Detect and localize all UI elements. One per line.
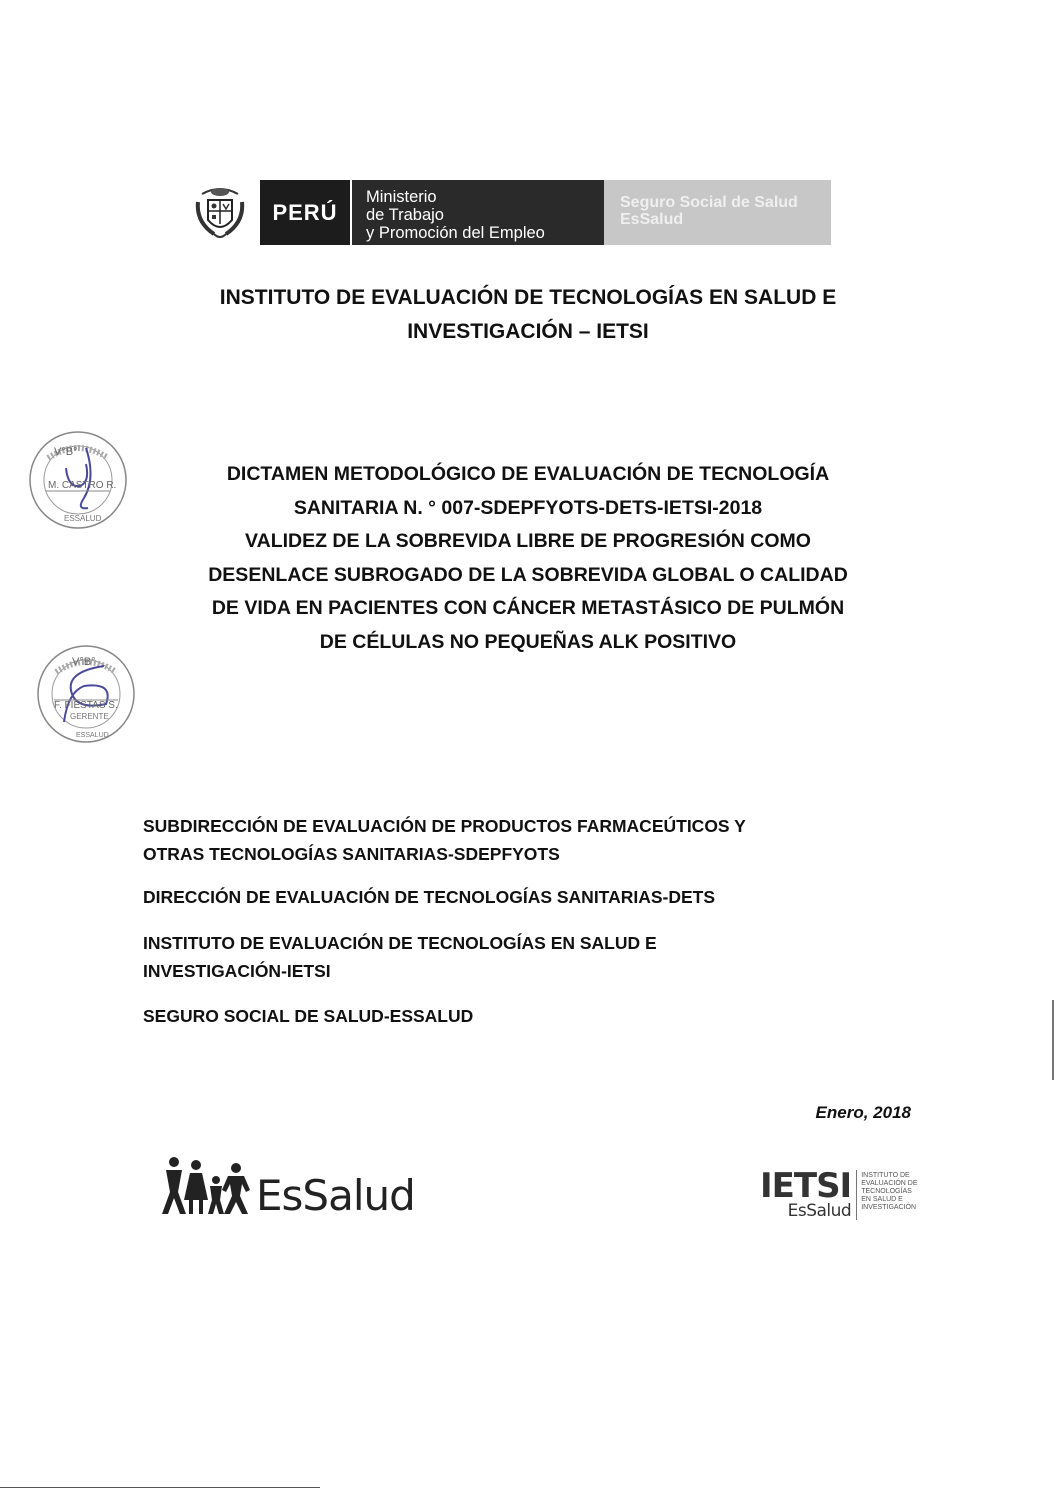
stamp-name: F. FIESTAS S. (54, 700, 118, 711)
ietsi-wordmark: IETSI (760, 1166, 852, 1206)
stamp-org: ESSALUD (76, 732, 109, 739)
scan-artifact-line (0, 1487, 320, 1488)
peru-coat-of-arms-icon (180, 180, 260, 245)
org-block-1-line-1: SUBDIRECCIÓN DE EVALUACIÓN DE PRODUCTOS FARMACEÚTICOS Y (143, 816, 746, 836)
ministry-label (352, 180, 604, 245)
institute-title-line-2: INVESTIGACIÓN – IETSI (407, 320, 649, 343)
dictamen-line-6: DE CÉLULAS NO PEQUEÑAS ALK POSITIVO (319, 630, 737, 653)
ministry-line-3: y Promoción del Empleo (366, 224, 545, 242)
government-banner (180, 180, 831, 245)
dictamen-line-5: DE VIDA EN PACIENTES CON CÁNCER METASTÁSICO DE PULMÓN (211, 597, 845, 619)
ministry-line-2: de Trabajo (366, 206, 444, 224)
dictamen-title (110, 458, 946, 659)
dictamen-line-3: VALIDEZ DE LA SOBREVIDA LIBRE DE PROGRESIÓN COMO (245, 530, 811, 552)
org-block-sdepfyots (143, 812, 903, 868)
dictamen-line-4: DESENLACE SUBROGADO DE LA SOBREVIDA GLOBAL O CALIDAD (208, 563, 848, 586)
dictamen-line-1: DICTAMEN METODOLÓGICO DE EVALUACIÓN DE TECNOLOGÍA (226, 463, 830, 485)
peru-label: PERÚ (260, 180, 352, 245)
org-block-3-line-2: INVESTIGACIÓN-IETSI (143, 961, 331, 981)
essalud-logo (162, 1156, 415, 1218)
org-block-3-line-1: INSTITUTO DE EVALUACIÓN DE TECNOLOGÍAS EN SALUD E (143, 933, 657, 953)
family-figures-icon (162, 1156, 252, 1218)
stamp-vb: V°B° (54, 446, 78, 458)
entity-label (604, 180, 831, 245)
ministry-line-1: Ministerio (366, 188, 437, 206)
document-date: Enero, 2018 (815, 1103, 911, 1122)
scan-artifact-edge (1052, 1000, 1054, 1080)
stamp-name: M. CASTRO R. (48, 480, 117, 491)
ietsi-logo (760, 1166, 921, 1221)
institute-title-line-1: INSTITUTO DE EVALUACIÓN DE TECNOLOGÍAS EN SALUD E (219, 286, 837, 309)
ietsi-description: INSTITUTO DE EVALUACIÓN DE TECNOLOGÍAS EN SALUD E INVESTIGACIÓN (856, 1170, 921, 1220)
approval-stamp-fiestas (34, 642, 138, 746)
entity-line-2: EsSalud (620, 211, 684, 228)
stamp-org: ESSALUD (64, 514, 102, 523)
org-block-ietsi (143, 929, 903, 985)
essalud-wordmark: EsSalud (256, 1171, 415, 1220)
institute-title (0, 281, 1056, 349)
ietsi-essalud-wordmark: EsSalud (787, 1201, 852, 1221)
dictamen-line-2: SANITARIA N. ° 007-SDEPFYOTS-DETS-IETSI-2018 (293, 496, 763, 519)
org-block-1-line-2: OTRAS TECNOLOGÍAS SANITARIAS-SDEPFYOTS (143, 844, 560, 864)
entity-line-1: Seguro Social de Salud (620, 194, 798, 211)
stamp-vb: V°B° (72, 656, 96, 668)
org-block-essalud: SEGURO SOCIAL DE SALUD-ESSALUD (143, 1006, 474, 1026)
stamp-role: GERENTE (70, 712, 109, 721)
org-block-dets: DIRECCIÓN DE EVALUACIÓN DE TECNOLOGÍAS SANITARIAS-DETS (143, 887, 716, 907)
